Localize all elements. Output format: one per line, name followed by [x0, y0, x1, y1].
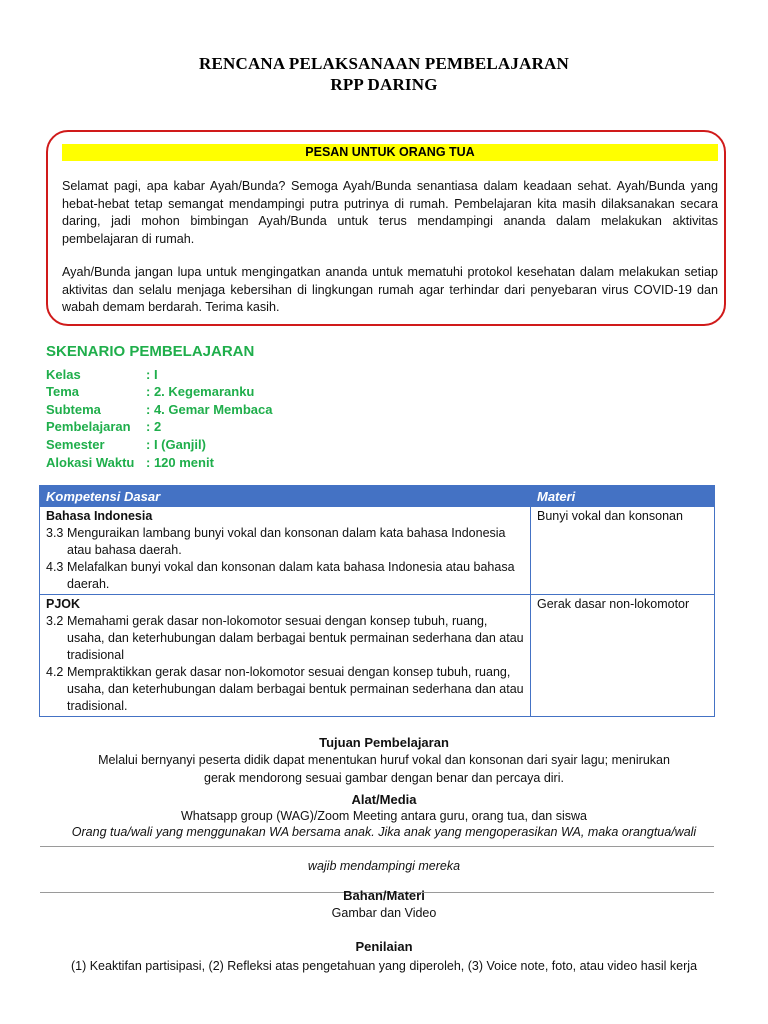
skenario-title: SKENARIO PEMBELAJARAN [46, 343, 255, 360]
info-value: : 4. Gemar Membaca [146, 402, 273, 417]
materi-cell: Bunyi vokal dan konsonan [531, 507, 715, 595]
subject-name: Bahasa Indonesia [46, 509, 153, 523]
table-row [40, 507, 715, 595]
kd-text: Menguraikan lambang bunyi vokal dan konsonan dalam kata bahasa Indonesia atau bahasa daerah. [67, 526, 506, 557]
materi-cell: Gerak dasar non-lokomotor [531, 595, 715, 717]
tujuan-title: Tujuan Pembelajaran [319, 735, 449, 750]
info-value: : I (Ganjil) [146, 437, 206, 452]
header-kompetensi-dasar: Kompetensi Dasar [40, 486, 531, 507]
info-label: Tema [46, 384, 79, 399]
info-value: : I [146, 367, 158, 382]
kd-number: 4.3 [46, 560, 64, 574]
info-row-pembelajaran [46, 418, 161, 436]
alat-line-3: wajib mendampingi mereka [307, 859, 461, 873]
divider-line [40, 846, 714, 847]
kd-number: 4.2 [46, 665, 64, 679]
info-label: Kelas [46, 367, 81, 382]
info-row-semester [46, 436, 206, 454]
info-row-alokasi-waktu [46, 454, 214, 472]
penilaian-title: Penilaian [355, 939, 413, 954]
bahan-text: Gambar dan Video [331, 906, 437, 920]
table-header-row [40, 486, 715, 507]
alat-line-1: Whatsapp group (WAG)/Zoom Meeting antara guru, orang tua, dan siswa [181, 809, 587, 823]
alat-line-2: Orang tua/wali yang menggunakan WA bersama anak. Jika anak yang mengoperasikan WA, maka orangtua/wali [71, 825, 697, 839]
kd-text: Mempraktikkan gerak dasar non-lokomotor sesuai dengan konsep tubuh, ruang, usaha, dan keterhubungan dalam berbagai bentuk permainan sederhana dan atau tradisional. [67, 665, 524, 713]
bahan-title: Bahan/Materi [343, 888, 425, 903]
info-row-subtema [46, 401, 272, 419]
info-label: Alokasi Waktu [46, 455, 135, 470]
parent-message-heading: PESAN UNTUK ORANG TUA [62, 144, 718, 161]
kompetensi-cell [40, 595, 531, 717]
penilaian-text: (1) Keaktifan partisipasi, (2) Refleksi atas pengetahuan yang diperoleh, (3) Voice note, foto, atau video hasil kerja [70, 959, 698, 973]
document-title: RENCANA PELAKSANAAN PEMBELAJARAN [198, 54, 570, 73]
kd-number: 3.3 [46, 526, 64, 540]
header-materi: Materi [531, 486, 715, 507]
info-label: Subtema [46, 402, 101, 417]
document-subtitle: RPP DARING [330, 75, 438, 94]
kd-number: 3.2 [46, 614, 64, 628]
alat-title: Alat/Media [351, 792, 417, 807]
kompetensi-cell [40, 507, 531, 595]
kd-text: Melafalkan bunyi vokal dan konsonan dalam kata bahasa Indonesia atau bahasa daerah. [67, 560, 515, 591]
info-label: Pembelajaran [46, 419, 131, 434]
info-value: : 2 [146, 419, 162, 434]
kd-text: Memahami gerak dasar non-lokomotor sesuai dengan konsep tubuh, ruang, usaha, dan keterhubungan dalam berbagai bentuk permainan sederhana dan atau tradisional [67, 614, 524, 662]
kd-item [46, 664, 524, 715]
parent-message-paragraph-2: Ayah/Bunda jangan lupa untuk mengingatkan ananda untuk mematuhi protokol kesehatan dalam melakukan setiap aktivitas dan selalu menjaga kebersihan di lingkungan rumah agar terhindar dari penyebaran virus COVID-19 dan wabah demam berdarah. Terima kasih. [62, 265, 718, 314]
info-row-kelas [46, 366, 158, 384]
kompetensi-table [39, 485, 715, 717]
parent-message-paragraph-1: Selamat pagi, apa kabar Ayah/Bunda? Semoga Ayah/Bunda senantiasa dalam keadaan sehat. Ayah/Bunda yang hebat-hebat tetap semangat mendampingi putra putrinya di rumah. Pembelajaran kita masih dilaksanakan secara daring, jadi mohon bimbingan Ayah/Bunda untuk terus mendampingi ananda dalam melakukan aktivitas pembelajaran di rumah. [62, 179, 718, 246]
info-label: Semester [46, 437, 105, 452]
kd-item [46, 525, 524, 559]
kd-item [46, 559, 524, 593]
info-row-tema [46, 383, 254, 401]
kd-item [46, 613, 524, 664]
parent-message-box [46, 130, 726, 326]
tujuan-text: Melalui bernyanyi peserta didik dapat menentukan huruf vokal dan konsonan dari syair lagu; menirukan gerak mendorong sesuai gambar dengan benar dan percaya diri. [98, 753, 670, 785]
info-value: : 2. Kegemaranku [146, 384, 255, 399]
info-value: : 120 menit [146, 455, 214, 470]
subject-name: PJOK [46, 597, 81, 611]
table-row [40, 595, 715, 717]
